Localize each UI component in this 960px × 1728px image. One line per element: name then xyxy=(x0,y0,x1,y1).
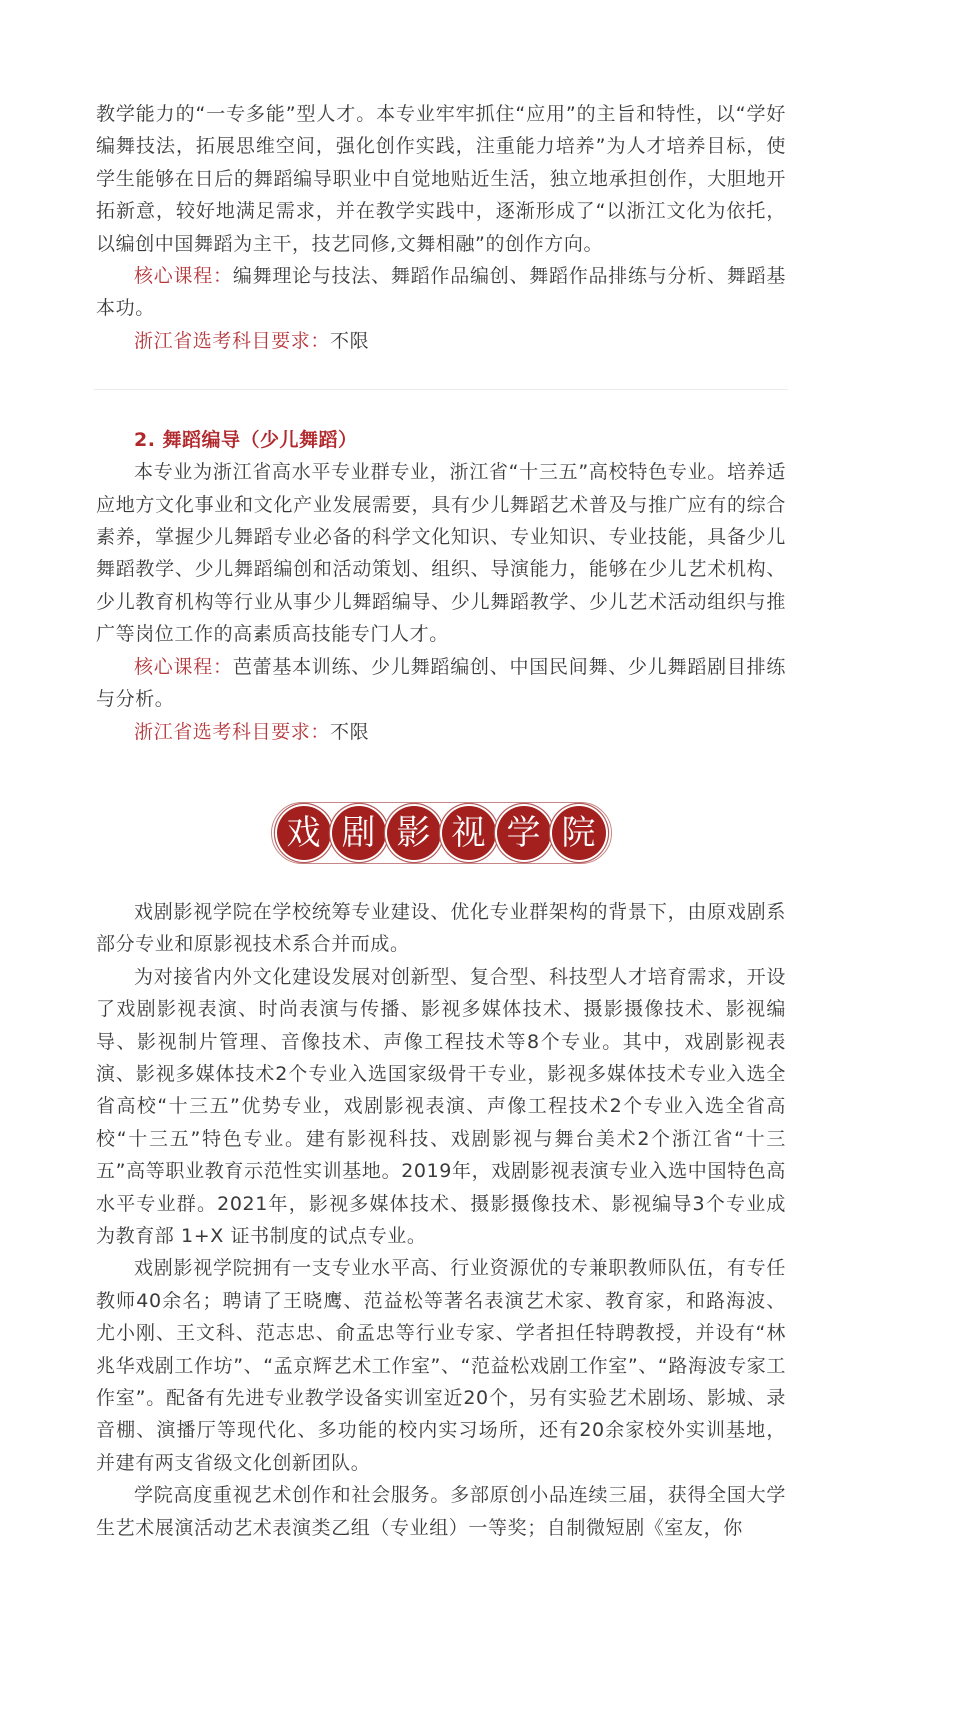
banner-char-circle: 学 xyxy=(497,806,551,860)
banner-char-circle: 影 xyxy=(387,806,441,860)
college-banner xyxy=(96,798,786,868)
major1-core-courses xyxy=(96,260,786,325)
major2-subject-requirement xyxy=(96,716,786,748)
major1-description-tail: 教学能力的“一专多能”型人才。本专业牢牢抓住“应用”的主旨和特性，以“学好编舞技法，拓展思维空间，强化创作实践，注重能力培养”为人才培养目标，使学生能够在日后的舞蹈编导职业中自觉地贴近生活，独立地承担创作，大胆地开拓新意，较好地满足需求，并在教学实践中，逐渐形成了“以浙江文化为依托，以编创中国舞蹈为主干，技艺同修,文舞相融”的创作方向。 xyxy=(96,103,786,255)
banner-char-circle: 视 xyxy=(442,806,496,860)
core-courses-value: 编舞理论与技法、舞蹈作品编创、舞蹈作品排练与分析、舞蹈基本功。 xyxy=(96,265,786,320)
major1-tail xyxy=(96,98,786,357)
subject-requirement-label: 浙江省选考科目要求： xyxy=(134,329,331,352)
college-paragraph: 为对接省内外文化建设发展对创新型、复合型、科技型人才培育需求，开设了戏剧影视表演、时尚表演与传播、影视多媒体技术、摄影摄像技术、影视编导、影视制片管理、音像技术、声像工程技术等8个专业。其中，戏剧影视表演、影视多媒体技术2个专业入选国家级骨干专业，影视多媒体技术专业入选全省高校“十三五”优势专业，戏剧影视表演、声像工程技术2个专业入选全省高校“十三五”特色专业。建有影视科技、戏剧影视与舞台美术2个浙江省“十三五”高等职业教育示范性实训基地。2019年，戏剧影视表演专业入选中国特色高水平专业群。2021年，影视多媒体技术、摄影摄像技术、影视编导3个专业成为教育部 1+X 证书制度的试点专业。 xyxy=(96,965,786,1247)
college-banner-circles xyxy=(271,802,612,864)
college-intro xyxy=(96,896,786,1544)
banner-char-circle: 戏 xyxy=(277,806,331,860)
subject-requirement-value: 不限 xyxy=(330,329,370,352)
major2-core-courses xyxy=(96,651,786,716)
core-courses-label: 核心课程： xyxy=(134,265,233,288)
core-courses-label: 核心课程： xyxy=(134,655,233,678)
banner-char-circle: 剧 xyxy=(332,806,386,860)
banner-char-circle: 院 xyxy=(552,806,606,860)
major2-section xyxy=(96,424,786,748)
major2-description: 本专业为浙江省高水平专业群专业，浙江省“十三五”高校特色专业。培养适应地方文化事业和文化产业发展需要，具有少儿舞蹈艺术普及与推广应有的综合素养，掌握少儿舞蹈专业必备的科学文化知识、专业知识、专业技能，具备少儿舞蹈教学、少儿舞蹈编创和活动策划、组织、导演能力，能够在少儿艺术机构、少儿教育机构等行业从事少儿舞蹈编导、少儿舞蹈教学、少儿艺术活动组织与推广等岗位工作的高素质高技能专门人才。 xyxy=(96,461,786,646)
major2-heading: 2. 舞蹈编导（少儿舞蹈） xyxy=(134,429,358,452)
article-page xyxy=(96,98,786,1544)
major1-subject-requirement xyxy=(96,325,786,357)
college-paragraph: 戏剧影视学院拥有一支专业水平高、行业资源优的专兼职教师队伍，有专任教师40余名；聘请了王晓鹰、范益松等著名表演艺术家、教育家，和路海波、尤小刚、王文科、范志忠、俞孟忠等行业专家、学者担任特聘教授，并设有“林兆华戏剧工作坊”、“孟京辉艺术工作室”、“范益松戏剧工作室”、“路海波专家工作室”。配备有先进专业教学设备实训室近20个，另有实验艺术剧场、影城、录音棚、演播厅等现代化、多功能的校内实习场所，还有20余家校外实训基地，并建有两支省级文化创新团队。 xyxy=(96,1257,786,1474)
college-paragraph: 学院高度重视艺术创作和社会服务。多部原创小品连续三届，获得全国大学生艺术展演活动艺术表演类乙组（专业组）一等奖；自制微短剧《室友，你 xyxy=(96,1484,786,1539)
subject-requirement-label: 浙江省选考科目要求： xyxy=(134,720,331,743)
college-paragraph: 戏剧影视学院在学校统筹专业建设、优化专业群架构的背景下，由原戏剧系部分专业和原影视技术系合并而成。 xyxy=(96,900,786,956)
subject-requirement-value: 不限 xyxy=(330,720,370,743)
core-courses-value: 芭蕾基本训练、少儿舞蹈编创、中国民间舞、少儿舞蹈剧目排练与分析。 xyxy=(96,655,786,711)
section-divider xyxy=(94,389,788,390)
